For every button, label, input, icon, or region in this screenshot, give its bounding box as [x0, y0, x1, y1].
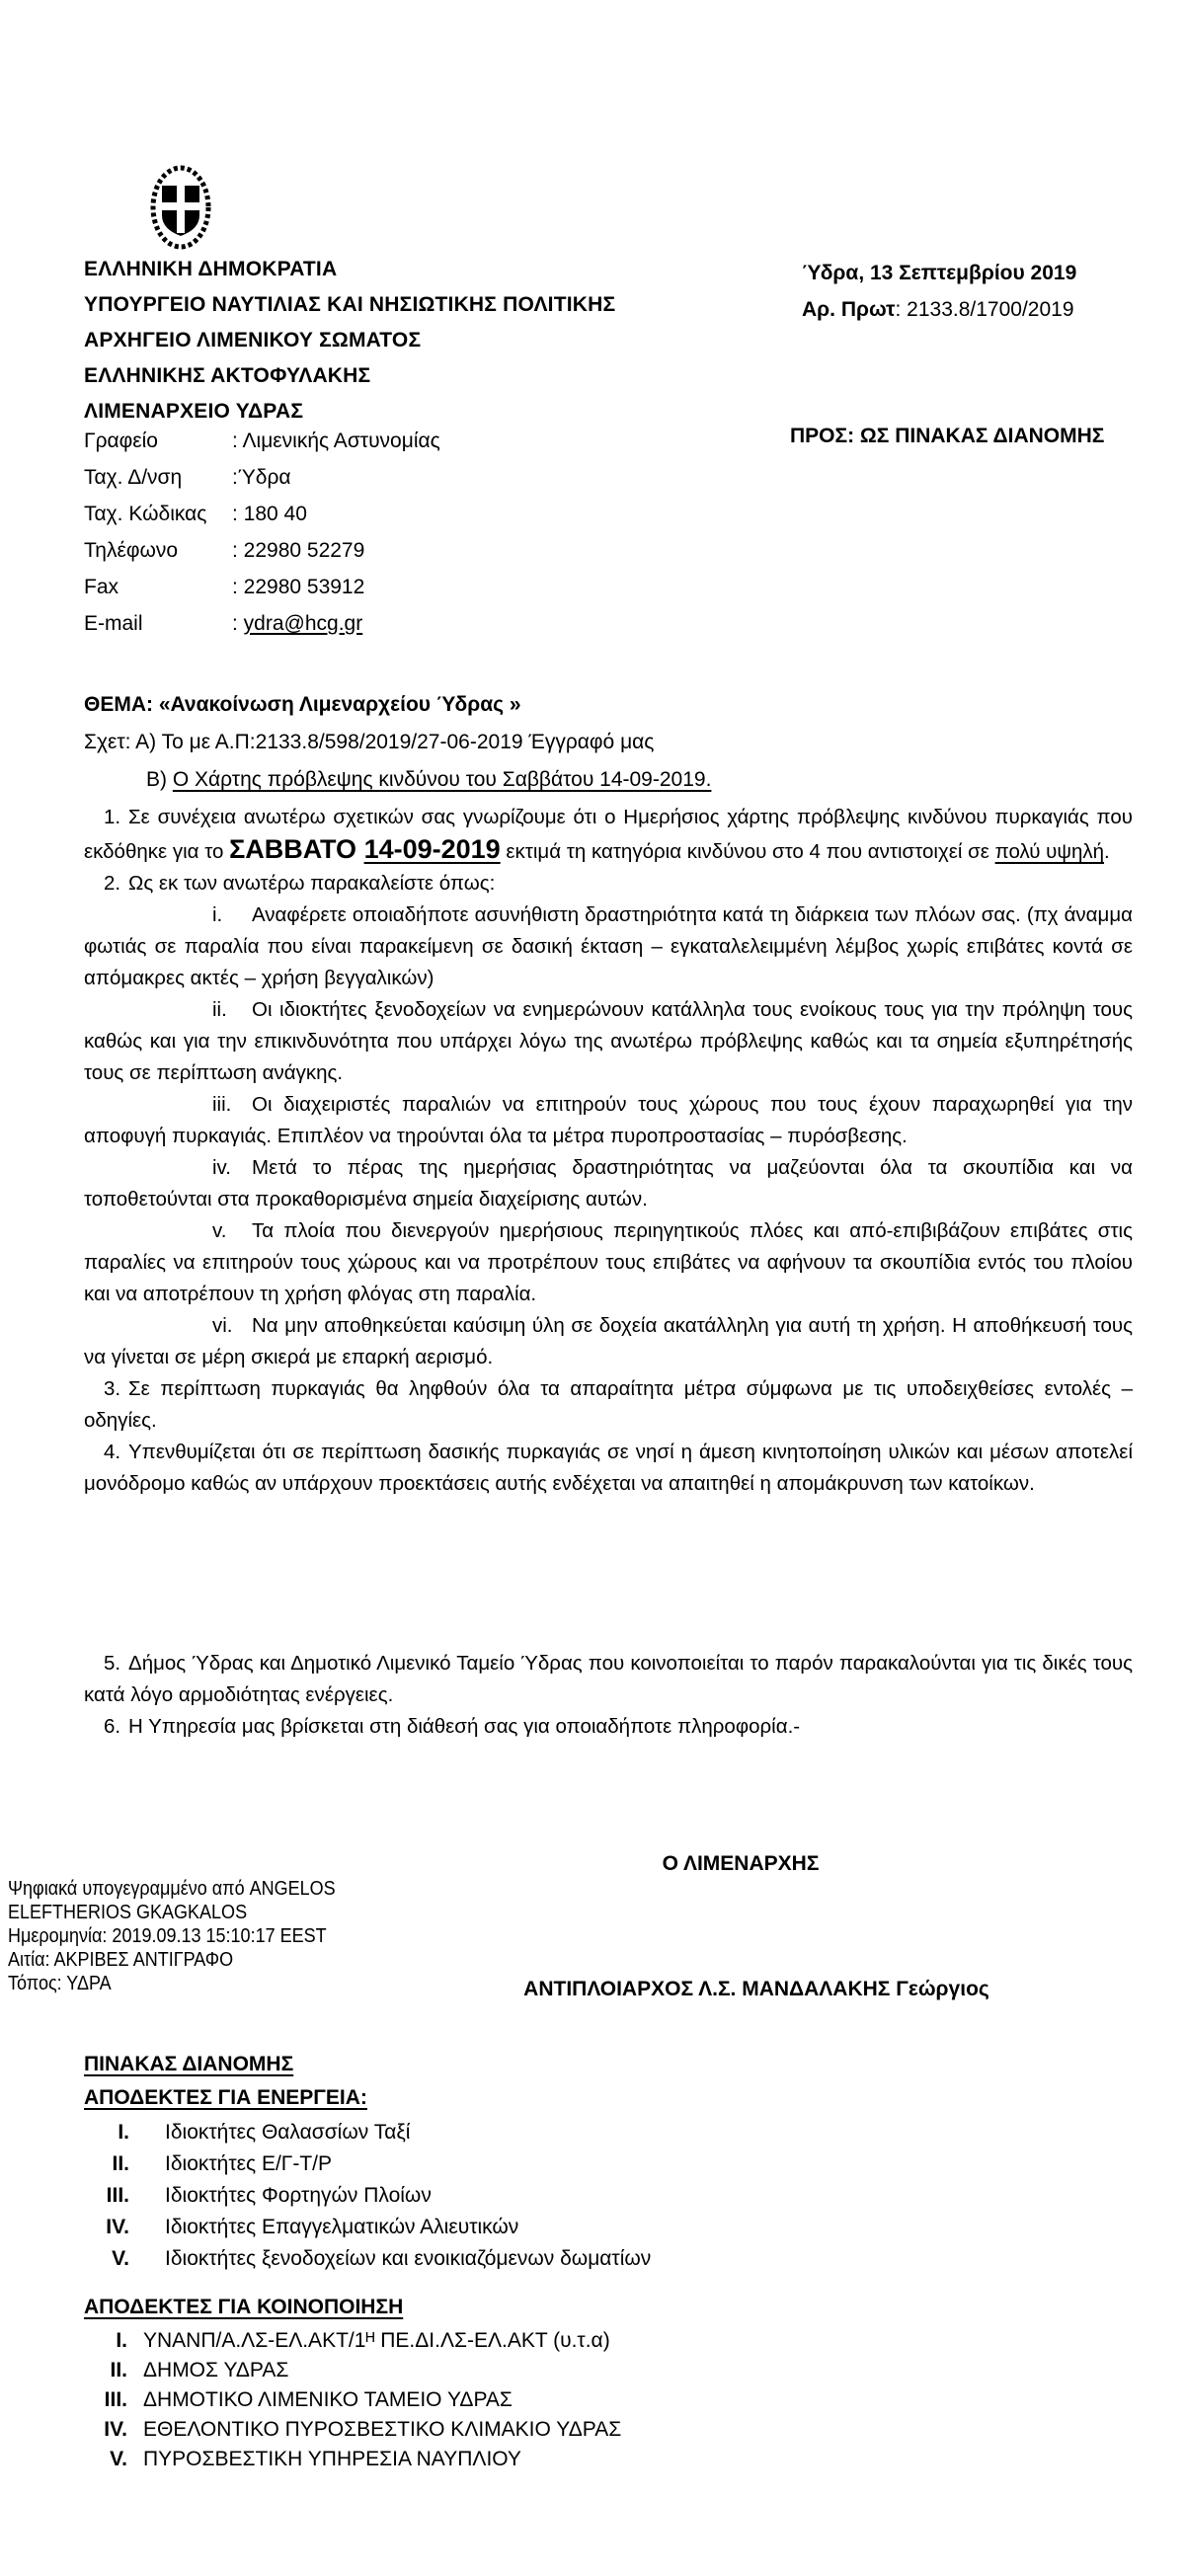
list-item: II. Ιδιοκτήτες Ε/Γ-Τ/Ρ	[112, 2152, 333, 2175]
text-run: εκτιμά τη κατηγόρια κινδύνου στο 4 που αντιστοιχεί σε	[500, 840, 995, 863]
body-paragraph	[84, 1089, 1133, 1152]
list-item: V. Ιδιοκτήτες ξενοδοχείων και ενοικιαζόμενων δωματίων	[112, 2247, 652, 2270]
digital-signature-stamp	[8, 1877, 336, 1995]
paragraph-marker: 1.	[104, 806, 121, 828]
agency-header	[84, 252, 615, 429]
place-date: Ύδρα, 13 Σεπτεμβρίου 2019	[802, 262, 1077, 284]
contact-row-email	[84, 605, 440, 642]
distribution-heading: ΠΙΝΑΚΑΣ ΔΙΑΝΟΜΗΣ	[84, 2053, 294, 2075]
contact-value	[232, 605, 362, 642]
list-item: I. ΥΝΑΝΠ/Α.ΛΣ-ΕΛ.ΑΚΤ/1ᴴ ΠΕ.ΔΙ.ΛΣ-ΕΛ.ΑΚΤ (υ.τ.α)	[116, 2329, 610, 2352]
paragraph-marker: v.	[212, 1219, 227, 1242]
text-run: Δήμος Ύδρας και Δημοτικό Λιμενικό Ταμείο Ύδρας που κοινοποιείται το παρόν παρακαλούνται για τις δικές τους κατά λόγο αρμοδιότητας ενέργειες.	[84, 1652, 1133, 1706]
protocol-label: Αρ. Πρωτ	[802, 298, 896, 321]
distribution-section	[84, 2048, 651, 2474]
digital-signature-line: ELEFTHERIOS GKAGKALOS	[8, 1902, 248, 1923]
body-paragraph	[84, 899, 1133, 994]
reference-b-text: Ο Χάρτης πρόβλεψης κινδύνου του Σαββάτου 14-09-2019.	[172, 768, 712, 791]
reference-line-b	[84, 761, 711, 799]
contact-value: : 22980 53912	[232, 576, 365, 598]
contact-value: : 22980 52279	[232, 539, 365, 562]
signer-title: Ο ΛΙΜΕΝΑΡΧΗΣ	[662, 1852, 820, 1875]
cc-recipients-heading: ΑΠΟΔΕΚΤΕΣ ΓΙΑ ΚΟΙΝΟΠΟΙΗΣΗ	[84, 2296, 404, 2318]
contact-row	[84, 496, 440, 532]
text-run: Σε συνέχεια ανωτέρω σχετικών σας γνωρίζουμε ότι ο Ημερήσιος χάρτης πρόβλεψης κινδύνου πυρκαγιάς που εκδόθηκε για το	[84, 806, 1133, 863]
coat-of-arms-icon	[148, 163, 213, 252]
paragraph-marker: 4.	[104, 1441, 121, 1463]
reference-b-prefix: Β)	[146, 768, 173, 791]
body-paragraph	[84, 1711, 1133, 1743]
paragraph-marker: iv.	[212, 1156, 231, 1179]
contact-label: Γραφείο	[84, 429, 158, 452]
paragraph-marker: iii.	[212, 1093, 232, 1116]
signer-name: ΑΝΤΙΠΛΟΙΑΡΧΟΣ Λ.Σ. ΜΑΝΔΑΛΑΚΗΣ Γεώργιος	[523, 1978, 989, 2000]
list-item: IV. ΕΘΕΛΟΝΤΙΚΟ ΠΥΡΟΣΒΕΣΤΙΚΟ ΚΛΙΜΑΚΙΟ ΥΔΡΑΣ	[104, 2418, 622, 2441]
date-protocol-block	[802, 255, 1076, 328]
agency-line: ΛΙΜΕΝΑΡΧΕΙΟ ΥΔΡΑΣ	[84, 400, 304, 423]
subject-block	[84, 686, 711, 799]
contact-value: : 180 40	[232, 503, 307, 525]
paragraph-marker: vi.	[212, 1314, 233, 1337]
list-item: V. ΠΥΡΟΣΒΕΣΤΙΚΗ ΥΠΗΡΕΣΙΑ ΝΑΥΠΛΙΟΥ	[110, 2448, 521, 2470]
paragraph-marker: 6.	[104, 1715, 121, 1738]
contact-label: Ταχ. Κώδικας	[84, 503, 207, 525]
list-item: III. Ιδιοκτήτες Φορτηγών Πλοίων	[106, 2184, 432, 2207]
body-paragraph	[84, 1310, 1133, 1373]
reference-line-a: Σχετ: Α) Το με Α.Π:2133.8/598/2019/27-06-2019 Έγγραφό μας	[84, 731, 655, 753]
protocol-value: : 2133.8/1700/2019	[895, 298, 1074, 321]
contact-label: Τηλέφωνο	[84, 539, 179, 562]
text-run: Οι ιδιοκτήτες ξενοδοχείων να ενημερώνουν κατάλληλα τους ενοίκους τους για την πρόληψη τους καθώς και για την επικινδυνότητα που υπάρχει λόγω της ανωτέρω πρόβλεψης καθώς και τα σημεία εξυπηρέτησής τους σε περίπτωση ανάγκης.	[84, 998, 1133, 1084]
contact-label: E-mail	[84, 612, 143, 635]
text-run: Ως εκ των ανωτέρω παρακαλείστε όπως:	[128, 872, 496, 895]
list-item: I. Ιδιοκτήτες Θαλασσίων Ταξί	[118, 2121, 411, 2144]
contact-label: Fax	[84, 576, 119, 598]
text-run: Τα πλοία που διενεργούν ημερήσιους περιηγητικούς πλόες και από-επιβιβάζουν επιβάτες στις παραλίες να επιτηρούν τους χώρους και να προτρέπουν τους επιβάτες να αφήνουν τα σκουπίδια εντός του πλοίου και να αποτρέπουν τη χρήση φλόγας στη παραλία.	[84, 1219, 1133, 1305]
body-paragraph	[84, 1437, 1133, 1500]
action-recipients-list	[84, 2117, 651, 2275]
digital-signature-line: Ημερομηνία: 2019.09.13 15:10:17 EEST	[8, 1925, 327, 1947]
body-paragraph	[84, 868, 1133, 899]
contact-label: Ταχ. Δ/νση	[84, 466, 183, 489]
paragraph-marker: 5.	[104, 1652, 121, 1675]
digital-signature-line: Τόπος: ΥΔΡΑ	[8, 1973, 112, 1994]
email-link[interactable]: ydra@hcg.gr	[243, 612, 363, 635]
contact-value: : Λιμενικής Αστυνομίας	[232, 429, 440, 452]
list-item: IV. Ιδιοκτήτες Επαγγελματικών Αλιευτικών	[106, 2216, 519, 2238]
contact-row	[84, 569, 440, 605]
protocol-number	[802, 291, 1076, 328]
text-run: 14-09-2019	[363, 834, 501, 864]
text-run: .	[1104, 840, 1110, 863]
agency-line: ΕΛΛΗΝΙΚΗΣ ΑΚΤΟΦΥΛΑΚΗΣ	[84, 364, 371, 387]
list-item: III. ΔΗΜΟΤΙΚΟ ΛΙΜΕΝΙΚΟ ΤΑΜΕΙΟ ΥΔΡΑΣ	[104, 2388, 513, 2411]
text-run: πολύ υψηλή	[994, 840, 1105, 863]
body-paragraph	[84, 994, 1133, 1089]
text-run: Η Υπηρεσία μας βρίσκεται στη διάθεσή σας για οποιαδήποτε πληροφορία.-	[128, 1715, 801, 1738]
contact-value: :Ύδρα	[232, 466, 291, 489]
text-run: ΣΑΒΒΑΤΟ	[229, 834, 364, 864]
text-run: Αναφέρετε οποιαδήποτε ασυνήθιστη δραστηριότητα κατά τη διάρκεια των πλόων σας. (πχ άναμμα φωτιάς σε παραλία που είναι παρακείμενη σε δασική έκταση – εγκαταλελειμμένη λέμβος χωρίς επιβάτες κοντά σε απόμακρες ακτές – χρήση βεγγαλικών)	[84, 903, 1133, 989]
greek-coat-of-arms-logo	[148, 163, 213, 257]
paragraph-marker: i.	[212, 903, 223, 926]
paragraph-marker: ii.	[212, 998, 227, 1021]
recipient-line: ΠΡΟΣ: ΩΣ ΠΙΝΑΚΑΣ ΔΙΑΝΟΜΗΣ	[790, 425, 1105, 447]
agency-line: ΑΡΧΗΓΕΙΟ ΛΙΜΕΝΙΚΟΥ ΣΩΜΑΤΟΣ	[84, 329, 422, 351]
body-paragraph	[84, 802, 1133, 868]
digital-signature-line: Ψηφιακά υπογεγραμμένο από ANGELOS	[8, 1878, 336, 1900]
body-paragraph	[84, 1648, 1133, 1711]
contact-row	[84, 532, 440, 569]
agency-line: ΥΠΟΥΡΓΕΙΟ ΝΑΥΤΙΛΙΑΣ ΚΑΙ ΝΗΣΙΩΤΙΚΗΣ ΠΟΛΙΤΙΚΗΣ	[84, 293, 616, 316]
contact-row	[84, 459, 440, 496]
digital-signature-line: Αιτία: ΑΚΡΙΒΕΣ ΑΝΤΙΓΡΑΦΟ	[8, 1949, 234, 1971]
subject-line: ΘΕΜΑ: «Ανακοίνωση Λιμεναρχείου Ύδρας »	[84, 693, 521, 716]
body-paragraph	[84, 1152, 1133, 1215]
action-recipients-heading: ΑΠΟΔΕΚΤΕΣ ΓΙΑ ΕΝΕΡΓΕΙΑ:	[84, 2086, 367, 2109]
list-item: II. ΔΗΜΟΣ ΥΔΡΑΣ	[110, 2359, 289, 2381]
contact-row	[84, 423, 440, 459]
text-run: Να μην αποθηκεύεται καύσιμη ύλη σε δοχεία ακατάλληλη για αυτή τη χρήση. Η αποθήκευσή τους να γίνεται σε μέρη σκιερά με επαρκή αερισμό.	[84, 1314, 1133, 1368]
email-colon: :	[232, 612, 244, 635]
paragraph-marker: 2.	[104, 872, 121, 895]
document-body	[84, 802, 1133, 1743]
text-run: Οι διαχειριστές παραλιών να επιτηρούν τους χώρους που τους έχουν παραχωρηθεί για την αποφυγή πυρκαγιάς. Επιπλέον να τηρούνται όλα τα μέτρα πυροπροστασίας – πυρόσβεσης.	[84, 1093, 1133, 1147]
agency-line: ΕΛΛΗΝΙΚΗ ΔΗΜΟΚΡΑΤΙΑ	[84, 258, 338, 280]
text-run: Σε περίπτωση πυρκαγιάς θα ληφθούν όλα τα απαραίτητα μέτρα σύμφωνα με τις υποδειχθείσες εντολές – οδηγίες.	[84, 1377, 1133, 1432]
cc-recipients-list	[84, 2326, 651, 2474]
paragraph-marker: 3.	[104, 1377, 121, 1400]
body-paragraph	[84, 1373, 1133, 1437]
contact-info	[84, 423, 440, 642]
text-run: Υπενθυμίζεται ότι σε περίπτωση δασικής πυρκαγιάς σε νησί η άμεση κινητοποίηση υλικών και μέσων αποτελεί μονόδρομο καθώς αν υπάρχουν προεκτάσεις αυτής ενδέχεται να απαιτηθεί η απομάκρυνση των κατοίκων.	[84, 1441, 1133, 1495]
body-paragraph	[84, 1215, 1133, 1310]
text-run: Μετά το πέρας της ημερήσιας δραστηριότητας να μαζεύονται όλα τα σκουπίδια και να τοποθετούνται στα προκαθορισμένα σημεία διαχείρισης αυτών.	[84, 1156, 1133, 1210]
